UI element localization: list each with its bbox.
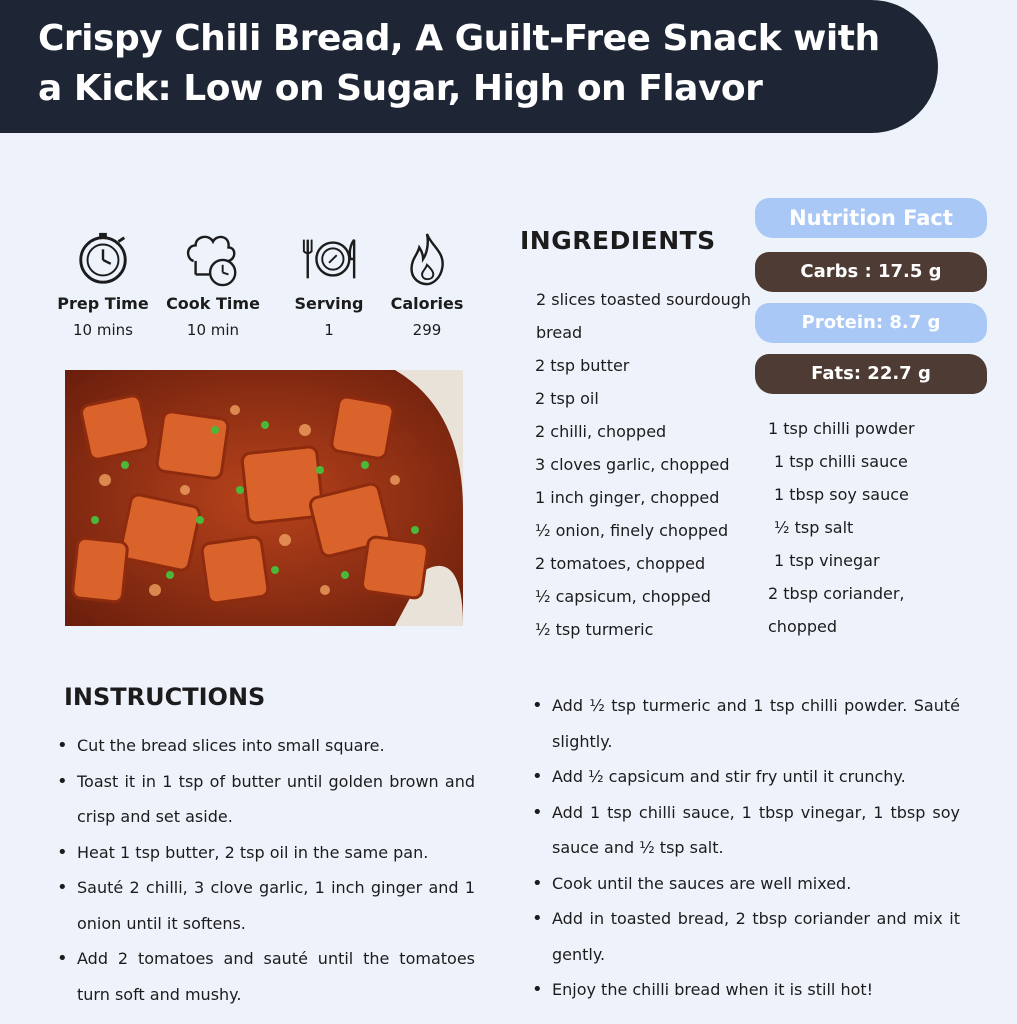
plate-cutlery-icon: [300, 230, 358, 288]
title-banner: [0, 0, 938, 133]
ingredient-item: 2 tomatoes, chopped: [535, 554, 706, 573]
ingredient-item: 2 chilli, chopped: [535, 422, 667, 441]
dish-photo: [65, 370, 463, 626]
flame-icon: [398, 230, 456, 288]
ingredients-list-right: [768, 412, 988, 643]
ingredient-item: 3 cloves garlic, chopped: [535, 455, 730, 474]
page-title: Crispy Chili Bread, A Guilt-Free Snack with a Kick: Low on Sugar, High on Flavor: [38, 18, 880, 109]
ingredient-item: ½ onion, finely chopped: [535, 521, 729, 540]
instruction-step: • Add 1 tsp chilli sauce, 1 tbsp vinegar, 1 tbsp soy sauce and ½ tsp salt.: [530, 795, 960, 866]
instruction-step: • Cut the bread slices into small square.: [55, 728, 475, 764]
meta-label: Cook Time: [166, 294, 260, 313]
instruction-step: • Sauté 2 chilli, 3 clove garlic, 1 inch ginger and 1 onion until it softens.: [55, 870, 475, 941]
chili-bread-image: [65, 370, 463, 626]
ingredient-item: 2 tsp oil: [535, 389, 599, 408]
instructions-list-left: [55, 728, 475, 1012]
ingredient-item: 1 inch ginger, chopped: [535, 488, 720, 507]
ingredient-item: 2 tsp butter: [535, 356, 630, 375]
ingredient-item: ½ capsicum, chopped: [535, 587, 711, 606]
meta-cook-time: [158, 230, 268, 339]
meta-label: Calories: [390, 294, 464, 313]
meta-value: 10 min: [186, 321, 240, 339]
recipe-meta: [48, 230, 468, 340]
instructions-title: INSTRUCTIONS: [64, 683, 266, 711]
nutrition-carbs: Carbs : 17.5 g: [755, 252, 987, 292]
ingredient-item: ½ tsp turmeric: [535, 620, 654, 639]
instruction-step: • Add ½ capsicum and stir fry until it crunchy.: [530, 759, 960, 795]
meta-value: 10 mins: [73, 321, 133, 339]
meta-value: 299: [412, 321, 442, 339]
meta-serving: [274, 230, 384, 339]
instruction-step: • Toast it in 1 tsp of butter until golden brown and crisp and set aside.: [55, 764, 475, 835]
meta-label: Prep Time: [57, 294, 149, 313]
ingredient-item: 1 tsp chilli sauce: [774, 452, 908, 471]
meta-calories: [372, 230, 482, 339]
ingredient-item: ½ tsp salt: [774, 518, 854, 537]
instruction-step: • Enjoy the chilli bread when it is still hot!: [530, 972, 960, 1008]
nutrition-fats: Fats: 22.7 g: [755, 354, 987, 394]
nutrition-protein: Protein: 8.7 g: [755, 303, 987, 343]
meta-label: Serving: [294, 294, 364, 313]
ingredient-item: 1 tbsp soy sauce: [774, 485, 909, 504]
instruction-step: • Add ½ tsp turmeric and 1 tsp chilli powder. Sauté slightly.: [530, 688, 960, 759]
ingredients-title: INGREDIENTS: [520, 226, 716, 255]
instructions-list-right: [530, 688, 960, 1008]
chef-hat-clock-icon: [184, 230, 242, 288]
instruction-step: • Heat 1 tsp butter, 2 tsp oil in the same pan.: [55, 835, 475, 871]
ingredient-item: 1 tsp chilli powder: [768, 419, 915, 438]
meta-value: 1: [324, 321, 334, 339]
ingredient-item: 1 tsp vinegar: [774, 551, 880, 570]
instruction-step: • Add 2 tomatoes and sauté until the tomatoes turn soft and mushy.: [55, 941, 475, 1012]
timer-icon: [74, 230, 132, 288]
meta-prep-time: [48, 230, 158, 339]
ingredient-item: 2 slices toasted sourdough bread: [536, 290, 752, 342]
nutrition-fact-title: Nutrition Fact: [755, 198, 987, 238]
ingredients-list-left: [528, 283, 768, 646]
ingredient-item: 2 tbsp coriander, chopped: [768, 584, 905, 636]
instruction-step: • Cook until the sauces are well mixed.: [530, 866, 960, 902]
instruction-step: • Add in toasted bread, 2 tbsp coriander and mix it gently.: [530, 901, 960, 972]
